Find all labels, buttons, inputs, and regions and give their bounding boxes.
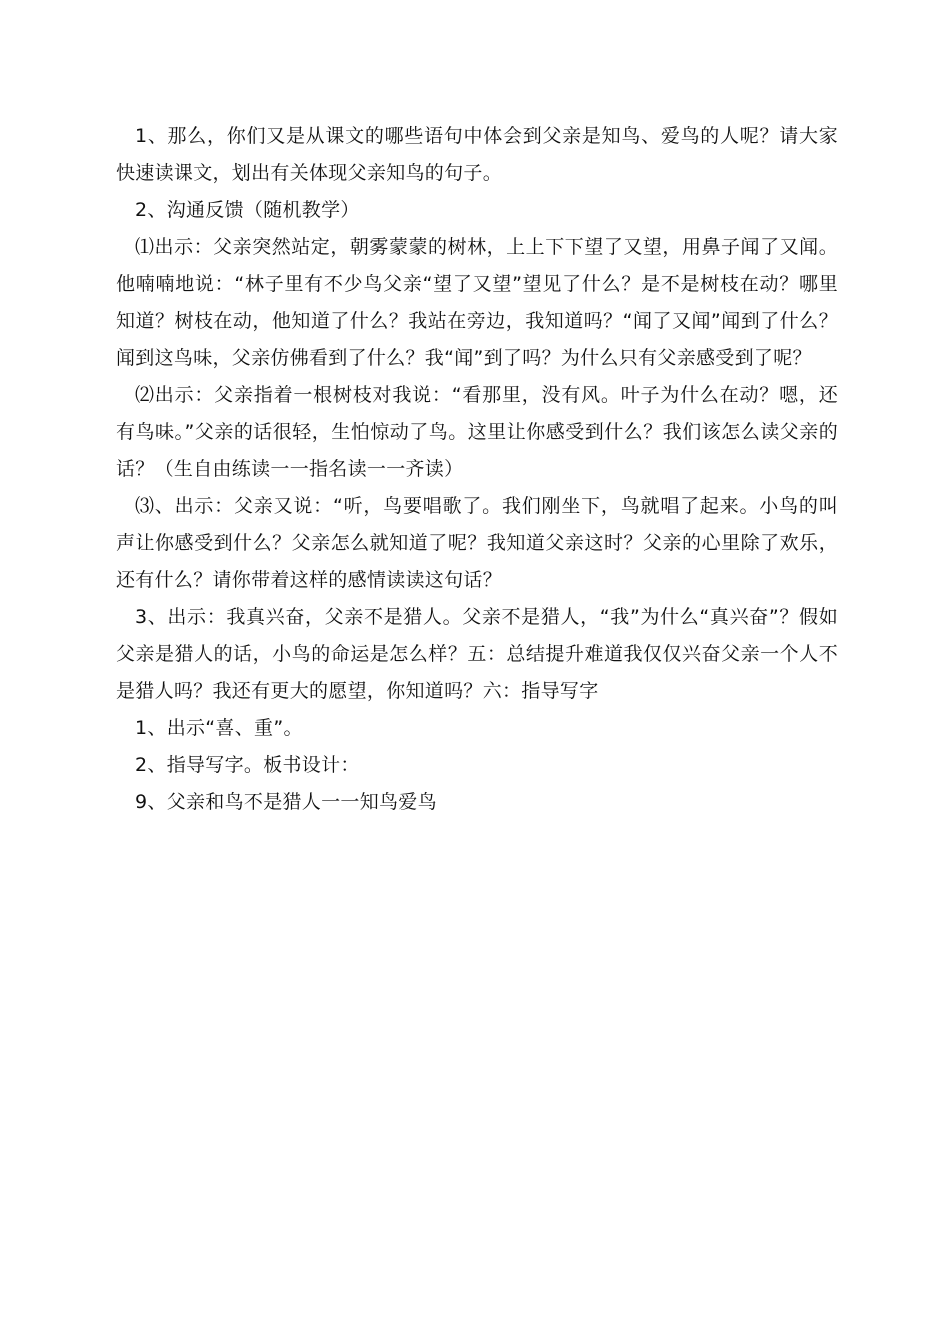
paragraph-show-3: ⑶、出示：父亲又说：“听，鸟要唱歌了。我们刚坐下，鸟就唱了起来。小鸟的叫声让你感受到什么？父亲怎么就知道了呢？我知道父亲这时？父亲的心里除了欢乐，还有什么？请你带着这样的感情读读这句话？ [116,495,838,591]
paragraph-show-excited: 3、出示：我真兴奋，父亲不是猎人。父亲不是猎人，“我”为什么“真兴奋”？假如父亲是猎人的话，小鸟的命运是怎么样？五：总结提升难道我仅仅兴奋父亲一个人不是猎人吗？我还有更大的愿望，你知道吗？六：指导写字 [116,606,838,702]
paragraph-show-1: ⑴出示：父亲突然站定，朝雾蒙蒙的树林，上上下下望了又望，用鼻子闻了又闻。他喃喃地说：“林子里有不少鸟父亲“望了又望”望见了什么？是不是树枝在动？哪里知道？树枝在动，他知道了什么？我站在旁边，我知道吗？“闻了又闻”闻到了什么？闻到这鸟味，父亲仿佛看到了什么？我“闻”到了吗？为什么只有父亲感受到了呢？ [116,236,838,369]
paragraph-show-2: ⑵出示：父亲指着一根树枝对我说：“看那里，没有风。叶子为什么在动？嗯，还有鸟味。”父亲的话很轻，生怕惊动了鸟。这里让你感受到什么？我们该怎么读父亲的话？（生自由练读一一指名读一一齐读） [116,384,838,480]
document-body [116,118,838,821]
paragraph-writing-guidance: 2、指导写字。板书设计： [135,754,360,776]
paragraph-show-characters: 1、出示“喜、重”。 [135,717,303,739]
paragraph-feedback-heading: 2、沟通反馈（随机教学） [135,199,360,221]
paragraph-question-1: 1、那么，你们又是从课文的哪些语句中体会到父亲是知鸟、爱鸟的人呢？请大家快速读课文，划出有关体现父亲知鸟的句子。 [116,125,838,184]
paragraph-blackboard-title: 9、父亲和鸟不是猎人一一知鸟爱鸟 [135,791,437,813]
